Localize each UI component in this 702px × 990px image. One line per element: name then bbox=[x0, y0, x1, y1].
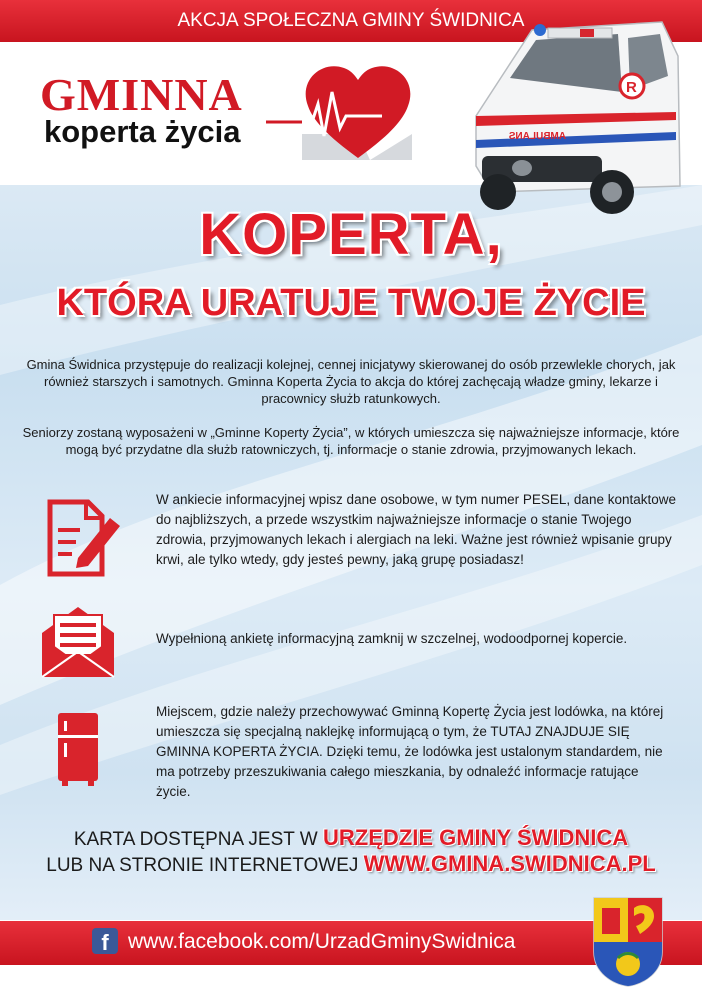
logo-title: GMINNA bbox=[40, 69, 243, 120]
top-banner: AKCJA SPOŁECZNA GMINY ŚWIDNICA bbox=[0, 0, 702, 42]
ambulance-image bbox=[462, 16, 686, 224]
intro-paragraph-1: Gmina Świdnica przystępuje do realizacji kolejnej, cennej inicjatywy skierowanej do osób przewlekle chorych, jak również starszych i samotnych. Gminna Koperta Życia to akcja do której zachęcają władze gminy, lekarze i pracownicy służb ratunkowych. bbox=[26, 357, 676, 406]
step-1-text bbox=[156, 490, 676, 570]
fridge-icon bbox=[56, 711, 100, 787]
form-pen-icon bbox=[44, 498, 124, 578]
website-link[interactable]: WWW.GMINA.SWIDNICA.PL bbox=[363, 851, 656, 876]
availability-prefix-1: KARTA DOSTĘPNA JEST W bbox=[73, 829, 323, 850]
step-text: Wypełnioną ankietę informacyjną zamknij w szczelnej, wodoodpornej kopercie. bbox=[156, 631, 628, 646]
headline-line-1: KOPERTA, bbox=[199, 202, 503, 267]
facebook-link[interactable]: www.facebook.com/UrzadGminySwidnica bbox=[128, 930, 516, 953]
intro-paragraph-2: Seniorzy zostaną wyposażeni w „Gminne Koperty Życia”, w których umieszcza się najważniejsze informacje, które mogą być przydatne dla służb ratowniczych, tj. informacje o stanie zdrowia, przyjmowanych lekach. bbox=[22, 425, 680, 457]
facebook-icon[interactable]: f bbox=[92, 928, 118, 954]
headline-line-2: KTÓRA URATUJE TWOJE ŻYCIE bbox=[56, 282, 646, 324]
envelope-icon bbox=[40, 605, 116, 679]
svg-text:R: R bbox=[626, 79, 637, 96]
step-text: Miejscem, gdzie należy przechowywać Gminną Kopertę Życia jest lodówka, na której umieszcza się specjalną naklejkę informującą o tym, że TUTAJ ZNAJDUJE SIĘ GMINNA KOPERTA ŻYCIA. Dzięki temu, że lodówka jest ustalonym standardem, nie ma potrzeby przeszukiwania całego mieszkania, by odnaleźć informacje ratujące życie. bbox=[156, 704, 664, 799]
availability-line-2 bbox=[0, 851, 702, 879]
step-3-text bbox=[156, 702, 676, 802]
coat-of-arms-icon bbox=[592, 896, 664, 988]
ambulance-label: AMBULANS bbox=[508, 131, 566, 142]
office-name: URZĘDZIE GMINY ŚWIDNICA bbox=[323, 825, 629, 850]
step-text: W ankiecie informacyjnej wpisz dane osobowe, w tym numer PESEL, dane kontaktowe do najbliższych, a przede wszystkim najważniejsze informacje o stanie Twojego zdrowia, przyjmowanych lekach i alergiach na leki. Ważne jest również wpisanie grupy krwi, ale tylko wtedy, gdy jesteś pewny, jaką grupę posiadasz! bbox=[156, 492, 677, 567]
step-2-text bbox=[156, 629, 676, 649]
heart-pulse-icon bbox=[262, 64, 422, 164]
logo-subtitle: koperta życia bbox=[44, 114, 241, 149]
availability-line-1 bbox=[0, 825, 702, 853]
availability-prefix-2: LUB NA STRONIE INTERNETOWEJ bbox=[46, 855, 364, 876]
intro-text bbox=[20, 356, 682, 458]
